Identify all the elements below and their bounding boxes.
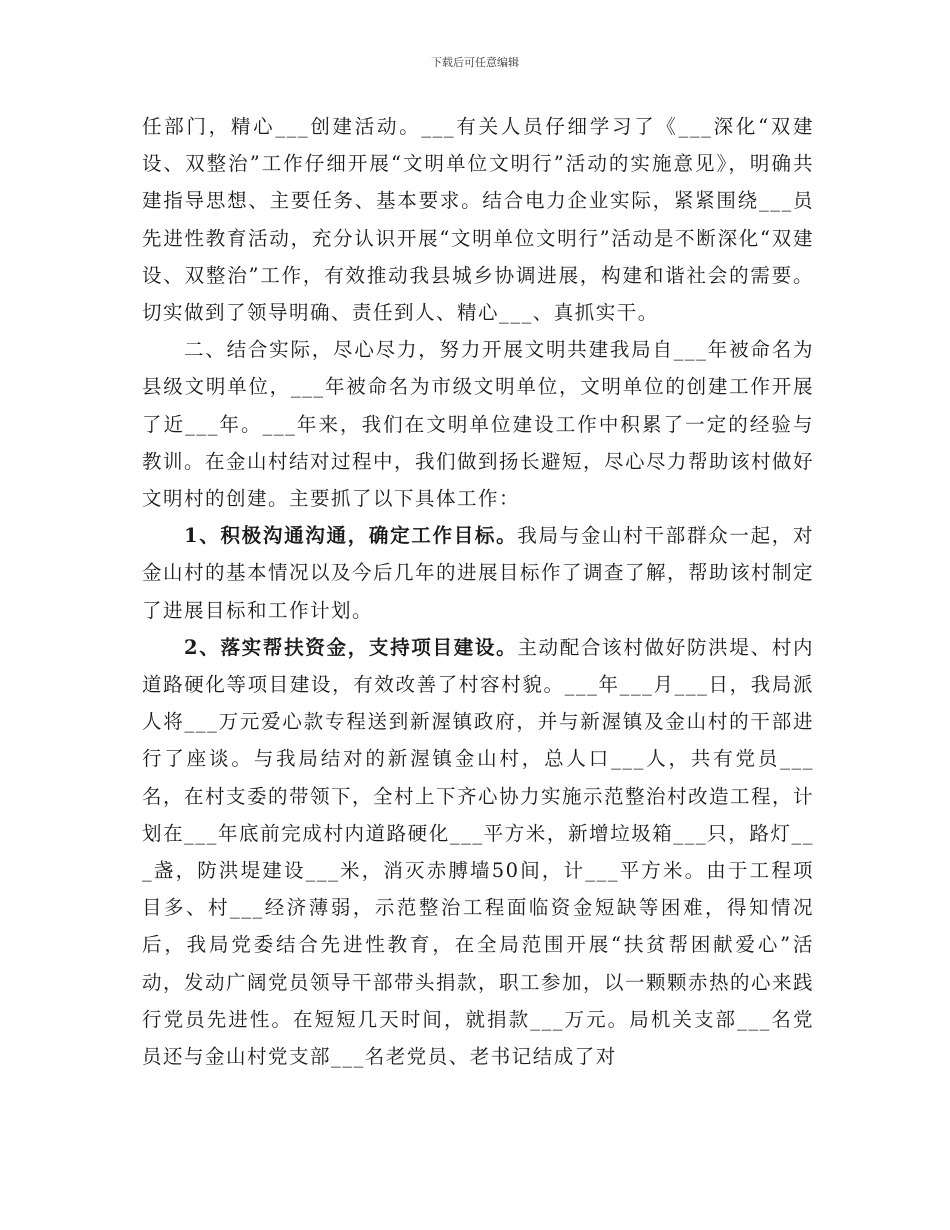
paragraph-2-text: 二、结合实际，尽心尽力，努力开展文明共建我局自___年被命名为县级文明单位，___年被命名为市级文明单位，文明单位的创建工作开展了近___年。___年来，我们在文明单位建设工作中积累了一定的经验与教训。在金山村结对过程中，我们做到扬长避短，尽心尽力帮助该村做好文明村的创建。主要抓了以下具体工作： bbox=[142, 338, 815, 511]
paragraph-3 bbox=[142, 517, 814, 629]
paragraph-1 bbox=[142, 108, 814, 331]
document-body bbox=[142, 108, 814, 1075]
page-header: 下载后可任意编辑 bbox=[431, 56, 519, 69]
paragraph-1-text: 任部门，精心___创建活动。___有关人员仔细学习了《___深化“双建设、双整治”工作仔细开展“文明单位文明行”活动的实施意见》，明确共建指导思想、主要任务、基本要求。结合电力企业实际，紧紧围绕___员先进性教育活动，充分认识开展“文明单位文明行”活动是不断深化“双建设、双整治”工作，有效推动我县城乡协调进展，构建和谐社会的需要。切实做到了领导明确、责任到人、精心___、真抓实干。 bbox=[142, 115, 814, 325]
paragraph-2 bbox=[142, 331, 814, 517]
paragraph-4-text: 主动配合该村做好防洪堤、村内道路硬化等项目建设，有效改善了村容村貌。___年___月___日，我局派人将___万元爱心款专程送到新渥镇政府，并与新渥镇及金山村的干部进行了座谈。与我局结对的新渥镇金山村，总人口___人，共有党员___名，在村支委的带领下，全村上下齐心协力实施示范整治村改造工程，计划在___年底前完成村内道路硬化___平方米，新增垃圾箱___只，路灯___盏，防洪堤建设___米，消灭赤膊墙50间，计___平方米。由于工程项目多、村___经济薄弱，示范整治工程面临资金短缺等困难，得知情况后，我局党委结合先进性教育，在全局范围开展“扶贫帮困献爱心”活动，发动广阔党员领导干部带头捐款，职工参加，以一颗颗赤热的心来践行党员先进性。在短短几天时间，就捐款___万元。局机关支部___名党员还与金山村党支部___名老党员、老书记结成了对 bbox=[142, 635, 815, 1069]
paragraph-4 bbox=[142, 629, 814, 1075]
paragraph-3-heading: 1、积极沟通沟通，确定工作目标。 bbox=[184, 524, 518, 548]
paragraph-4-heading: 2、落实帮扶资金，支持项目建设。 bbox=[184, 635, 518, 659]
paragraph-3-text: 我局与金山村干部群众一起，对金山村的基本情况以及今后几年的进展目标作了调查了解，帮助该村制定了进展目标和工作计划。 bbox=[142, 524, 815, 622]
